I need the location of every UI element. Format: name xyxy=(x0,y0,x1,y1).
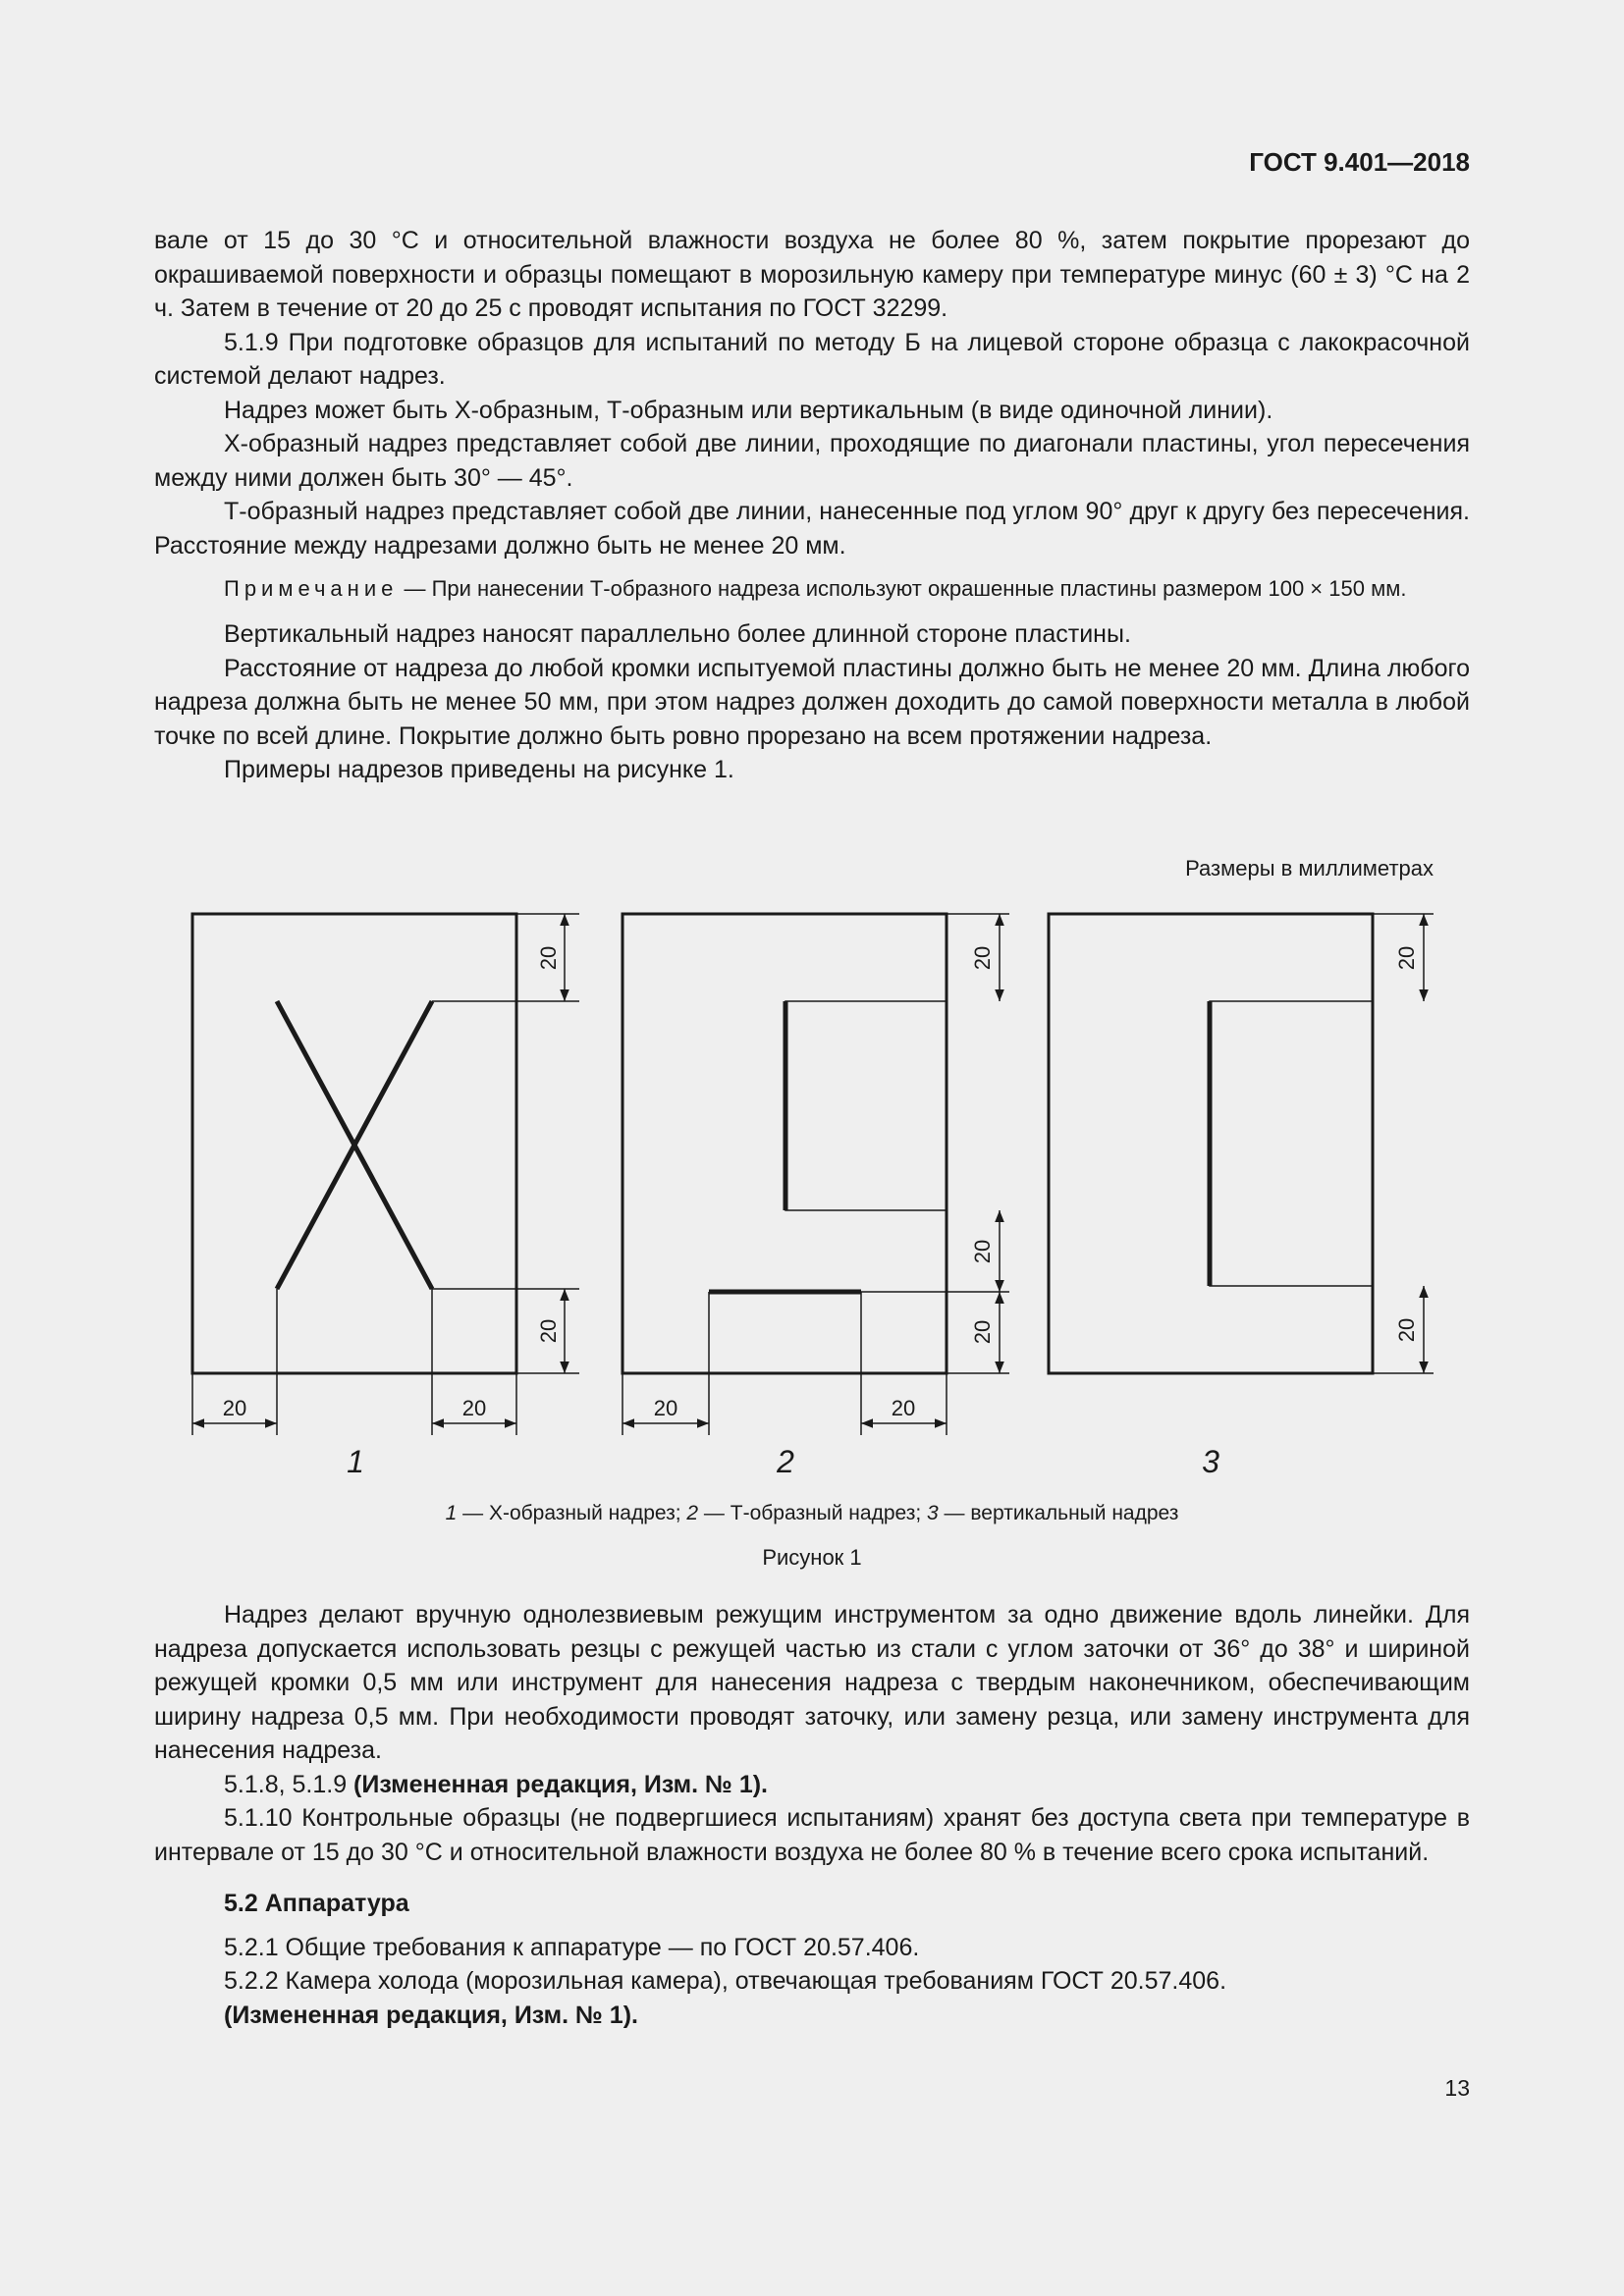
document-code: ГОСТ 9.401—2018 xyxy=(1249,147,1470,177)
caption-num: 1 xyxy=(445,1502,458,1524)
caption-num: 2 xyxy=(686,1502,699,1524)
dim-label: 20 xyxy=(1394,1317,1419,1343)
dim-label: 20 xyxy=(1394,945,1419,971)
dimensions-note: Размеры в миллиметрах xyxy=(1185,856,1434,881)
panel-number: 1 xyxy=(347,1444,364,1479)
panel-1-x-cut xyxy=(192,914,579,1435)
page-number: 13 xyxy=(1444,2075,1470,2101)
caption-text: — вертикальный надрез xyxy=(938,1502,1179,1524)
paragraph: 5.2.1 Общие требования к аппаратуре — по ГОСТ 20.57.406. xyxy=(224,1933,920,1961)
caption-num: 3 xyxy=(927,1502,939,1524)
dim-label: 20 xyxy=(536,945,561,971)
paragraph: 5.1.9 При подготовке образцов для испытаний по методу Б на лицевой стороне образца с лакокрасочной системой делают надрез. xyxy=(154,328,1470,390)
caption-text: — Х-образный надрез; xyxy=(457,1502,687,1524)
amendment-note xyxy=(154,1768,1470,1802)
paragraph: 5.2.2 Камера холода (морозильная камера), отвечающая требованиям ГОСТ 20.57.406. xyxy=(224,1967,1227,1995)
paragraph: Вертикальный надрез наносят параллельно более длинной стороне пластины. xyxy=(224,620,1131,648)
paragraph: Т-образный надрез представляет собой две линии, нанесенные под углом 90° друг к другу без пересечения. Расстояние между надрезами должно быть не менее 20 мм. xyxy=(154,498,1470,560)
figure-title: Рисунок 1 xyxy=(762,1545,862,1570)
paragraph: Надрез может быть Х-образным, Т-образным или вертикальным (в виде одиночной линии). xyxy=(224,396,1273,424)
note-label: Примечание xyxy=(224,576,399,601)
figure-caption xyxy=(0,1502,1624,1525)
dim-label: 20 xyxy=(653,1396,678,1420)
paragraph: 5.1.10 Контрольные образцы (не подвергшиеся испытаниям) хранят без доступа света при температуре в интервале от 15 до 30 °C и относительной влажности воздуха не более 80 % в течение всего срока испытаний. xyxy=(154,1804,1470,1866)
amendment-note xyxy=(154,1999,1470,2033)
panel-number: 3 xyxy=(1202,1444,1219,1479)
dim-label: 20 xyxy=(222,1396,247,1420)
amendment-ref: 5.1.8, 5.1.9 xyxy=(224,1770,354,1798)
section-heading: 5.2 Аппаратура xyxy=(224,1890,409,1917)
bottom-text-block xyxy=(154,1598,1470,2032)
paragraph: Х-образный надрез представляет собой две линии, проходящие по диагонали пластины, угол пересечения между ними должен быть 30° — 45°. xyxy=(154,430,1470,492)
dim-label: 20 xyxy=(970,945,995,971)
dim-label: 20 xyxy=(536,1318,561,1344)
paragraph: Примеры надрезов приведены на рисунке 1. xyxy=(224,756,734,783)
paragraph: Надрез делают вручную однолезвиевым режущим инструментом за одно движение вдоль линейки. Для надреза допускается использовать резцы с режущей частью из стали с углом заточки от 36° до 38° и шириной режущей кромки 0,5 мм или инструмент для нанесения надреза с твердым наконечником, обеспечивающим ширину надреза 0,5 мм. При необходимости проводят заточку, или замену резца, или замену инструмента для нанесения надреза. xyxy=(154,1601,1470,1764)
dim-label: 20 xyxy=(891,1396,916,1420)
dim-label: 20 xyxy=(970,1239,995,1264)
dim-label: 20 xyxy=(461,1396,487,1420)
amendment-bold: (Измененная редакция, Изм. № 1). xyxy=(353,1770,769,1798)
dim-label: 20 xyxy=(970,1319,995,1345)
panel-2-t-cut xyxy=(623,914,1009,1435)
paragraph: Расстояние от надреза до любой кромки испытуемой пластины должно быть не менее 20 мм. Длина любого надреза должна быть не менее 50 мм, при этом надрез должен доходить до самой поверхности металла в любой точке по всей длине. Покрытие должно быть ровно прорезано на всем протяжении надреза. xyxy=(154,654,1470,750)
amendment-bold: (Измененная редакция, Изм. № 1). xyxy=(224,2001,638,2029)
paragraph: вале от 15 до 30 °C и относительной влажности воздуха не более 80 %, затем покрытие прорезают до окрашиваемой поверхности и образцы помещают в морозильную камеру при температуре минус (60 ± 3) °C на 2 ч. Затем в течение от 20 до 25 с проводят испытания по ГОСТ 32299. xyxy=(154,227,1470,322)
note-text: — При нанесении Т-образного надреза используют окрашенные пластины размером 100 × 150 мм. xyxy=(398,576,1407,601)
panel-number: 2 xyxy=(777,1444,794,1479)
caption-text: — Т-образный надрез; xyxy=(698,1502,928,1524)
panel-3-vertical-cut xyxy=(1049,914,1434,1373)
